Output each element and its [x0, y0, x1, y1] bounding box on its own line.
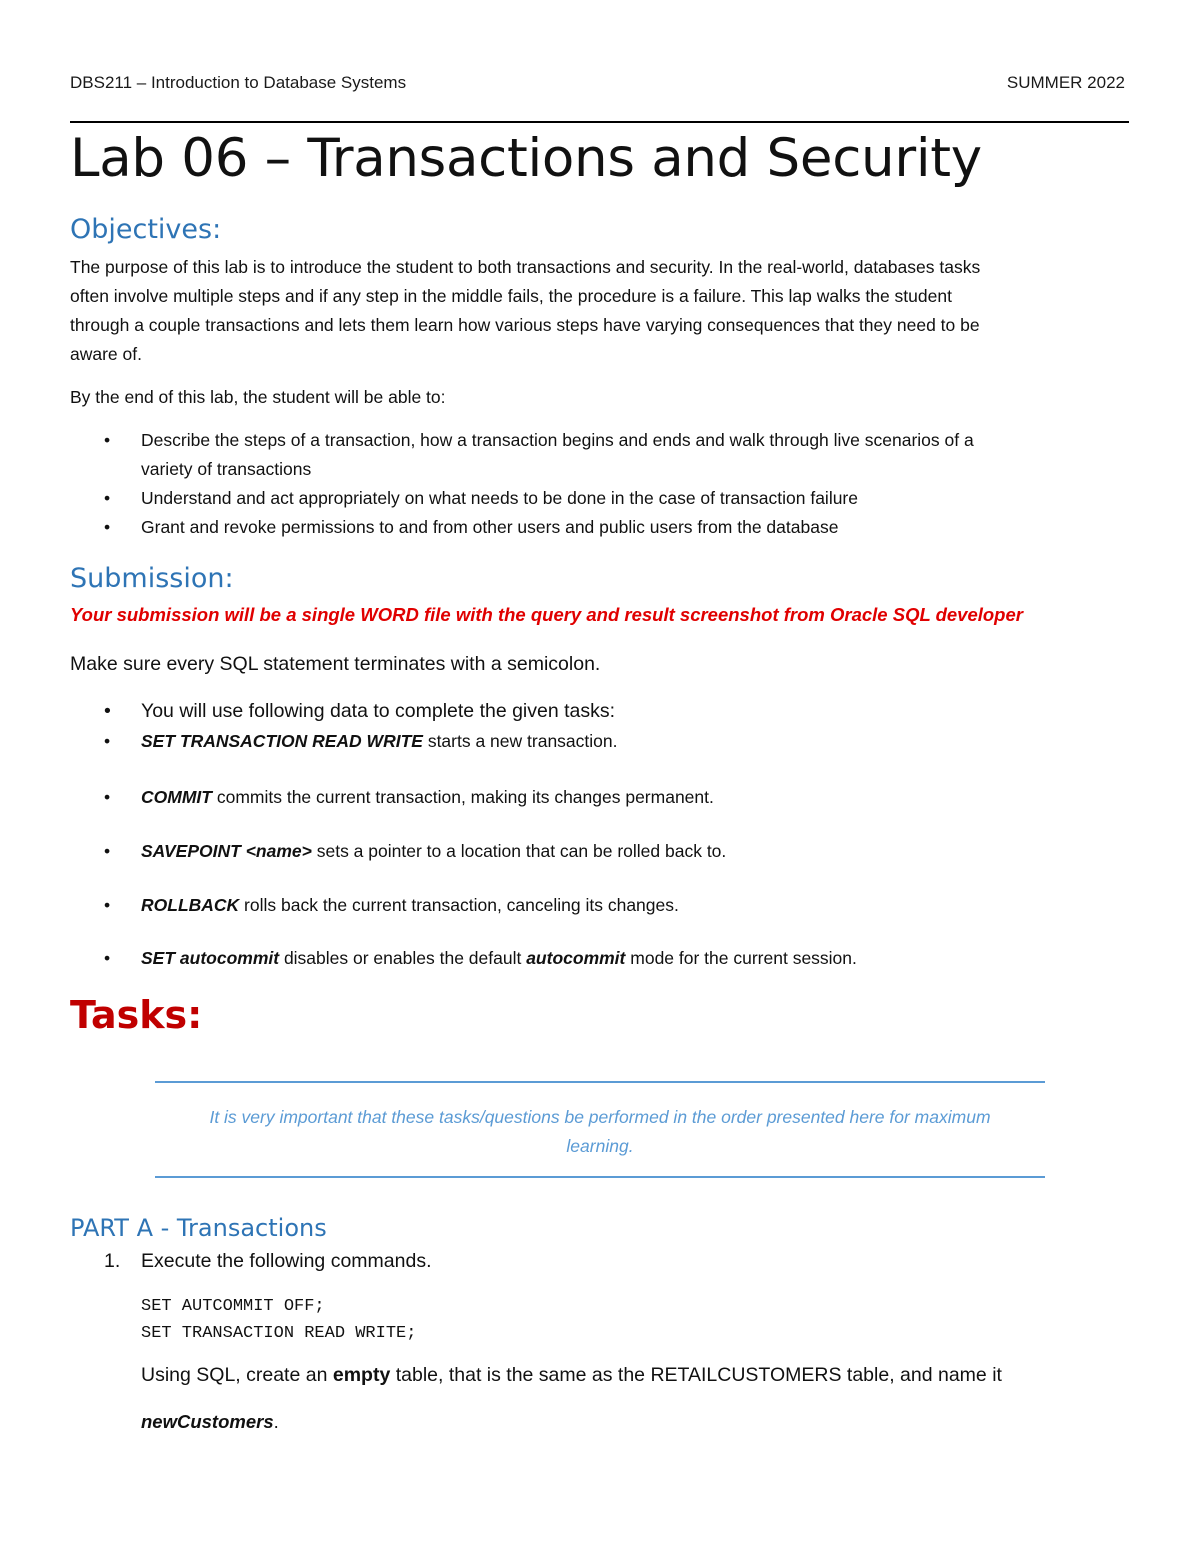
- command-description: mode for the current session.: [625, 948, 857, 968]
- submission-heading: Submission:: [70, 563, 234, 594]
- code-block: [141, 1293, 416, 1347]
- instruction-text: table, that is the same as the RETAILCUSTOMERS table, and name it: [390, 1364, 1002, 1386]
- objectives-line: through a couple transactions and lets them learn how various steps have varying consequences that they need to be: [70, 315, 980, 335]
- command-keyword: SAVEPOINT <name>: [141, 841, 312, 861]
- bullet-icon: •: [104, 517, 111, 537]
- command-keyword: COMMIT: [141, 787, 212, 807]
- table-name: newCustomers: [141, 1411, 274, 1432]
- bullet-icon: •: [104, 488, 111, 508]
- command-description: disables or enables the default: [279, 948, 527, 968]
- task-item-text: Execute the following commands.: [141, 1250, 432, 1272]
- quote-line: learning.: [566, 1136, 634, 1156]
- list-item-text: You will use following data to complete the given tasks:: [141, 700, 616, 722]
- list-item-text: Describe the steps of a transaction, how a transaction begins and ends and walk through live scenarios of a: [141, 430, 974, 450]
- bullet-icon: •: [104, 430, 111, 450]
- bullet-icon: •: [104, 731, 111, 751]
- task-item-number: 1.: [104, 1250, 121, 1272]
- title-rule: [70, 121, 1129, 123]
- part-a-heading: PART A - Transactions: [70, 1214, 327, 1242]
- submission-notice: Your submission will be a single WORD file with the query and result screenshot from Oracle SQL developer: [70, 604, 1023, 625]
- objectives-paragraph: [70, 253, 1130, 369]
- bullet-icon: •: [104, 948, 111, 968]
- quote-rule-top: [155, 1081, 1045, 1083]
- bullet-icon: •: [104, 700, 111, 722]
- code-line: SET AUTCOMMIT OFF;: [141, 1297, 325, 1316]
- page-title: Lab 06 – Transactions and Security: [70, 128, 982, 189]
- objectives-heading: Objectives:: [70, 214, 222, 245]
- bullet-icon: •: [104, 895, 111, 915]
- table-name-line: [141, 1411, 279, 1433]
- objectives-line: The purpose of this lab is to introduce the student to both transactions and security. In the real-world, databases tasks: [70, 257, 981, 277]
- list-item-text: variety of transactions: [141, 459, 312, 479]
- objectives-line: often involve multiple steps and if any step in the middle fails, the procedure is a failure. This lap walks the student: [70, 286, 952, 306]
- command-keyword: ROLLBACK: [141, 895, 240, 915]
- intense-quote: [155, 1103, 1045, 1161]
- code-line: SET TRANSACTION READ WRITE;: [141, 1324, 417, 1343]
- tasks-heading: Tasks:: [70, 993, 203, 1037]
- command-description: starts a new transaction.: [422, 731, 618, 751]
- header-course: DBS211 – Introduction to Database Systems: [70, 73, 407, 92]
- list-item-text: Grant and revoke permissions to and from other users and public users from the database: [141, 517, 839, 537]
- command-keyword: SET autocommit: [141, 948, 280, 968]
- objectives-line: aware of.: [70, 344, 142, 364]
- quote-rule-bottom: [155, 1176, 1045, 1178]
- command-description: sets a pointer to a location that can be rolled back to.: [311, 841, 727, 861]
- command-keyword: autocommit: [526, 948, 626, 968]
- instruction-emphasis: empty: [332, 1364, 391, 1386]
- semicolon-note: Make sure every SQL statement terminates with a semicolon.: [70, 653, 601, 675]
- header-term: SUMMER 2022: [1006, 73, 1125, 92]
- command-keyword: SET TRANSACTION READ WRITE: [141, 731, 423, 751]
- quote-line: It is very important that these tasks/questions be performed in the order presented here for maximum: [209, 1107, 991, 1127]
- command-description: rolls back the current transaction, canceling its changes.: [239, 895, 679, 915]
- task-instruction: [141, 1364, 1002, 1387]
- list-item-text: Understand and act appropriately on what needs to be done in the case of transaction failure: [141, 488, 858, 508]
- bullet-icon: •: [104, 841, 111, 861]
- objectives-intro: By the end of this lab, the student will be able to:: [70, 387, 446, 407]
- instruction-text: Using SQL, create an: [141, 1364, 333, 1386]
- table-name-suffix: .: [273, 1411, 279, 1432]
- command-description: commits the current transaction, making its changes permanent.: [211, 787, 714, 807]
- bullet-icon: •: [104, 787, 111, 807]
